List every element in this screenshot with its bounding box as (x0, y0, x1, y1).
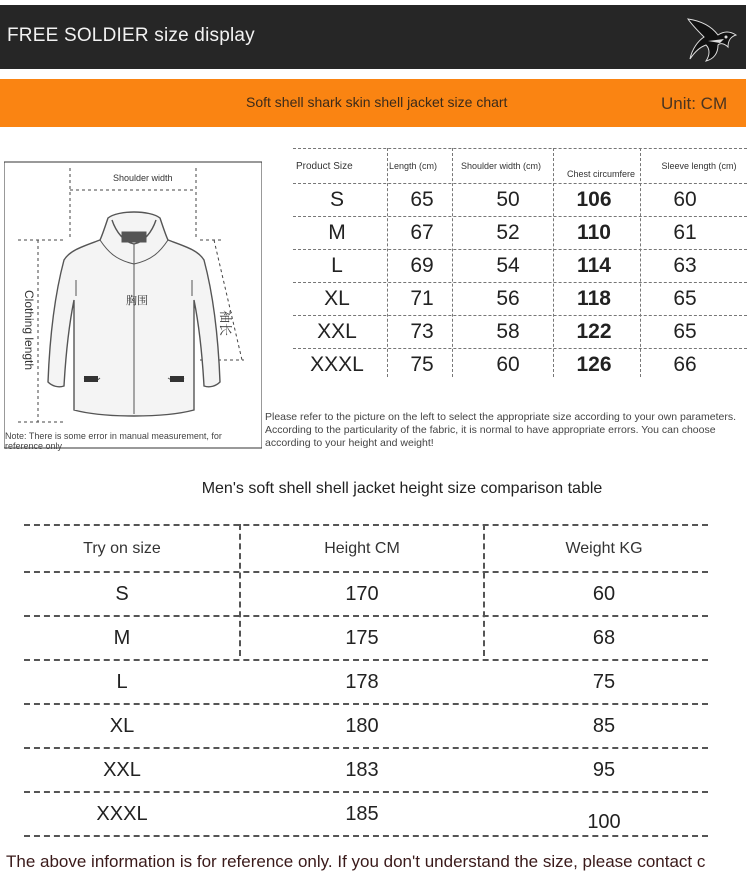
row-size: XL (109, 714, 135, 737)
header-weight: Weight KG (565, 539, 643, 557)
header-bar (0, 5, 746, 69)
row-size: S (329, 188, 344, 211)
size-table (293, 148, 747, 381)
size-table-divider (452, 148, 453, 377)
row-length: 65 (410, 188, 434, 211)
row-sleeve: 61 (673, 221, 697, 244)
row-height: 178 (345, 670, 379, 693)
table-row (293, 184, 747, 217)
shoulder-width-label: Shoulder width (113, 173, 173, 183)
row-size: L (116, 670, 128, 693)
footer-note: The above information is for reference only. If you don't understand the size, please contact c (6, 852, 706, 871)
size-reference-note: Please refer to the picture on the left to select the appropriate size according to your own parameters. According to the particularity of the fabric, it is normal to have appropriate errors. You can choose according to your height and weight! (265, 411, 737, 449)
header-try-on-size: Try on size (83, 539, 161, 557)
table-row (24, 659, 708, 703)
row-sleeve: 63 (673, 254, 697, 277)
table-row (24, 791, 708, 837)
table-row (293, 217, 747, 250)
row-weight: 100 (587, 810, 621, 833)
size-chart-banner (0, 79, 746, 127)
page-title: FREE SOLDIER size display (7, 25, 255, 46)
row-chest: 126 (576, 353, 612, 376)
header-product-size: Product Size (296, 160, 353, 172)
row-shoulder: 54 (496, 254, 520, 277)
row-weight: 95 (592, 758, 616, 781)
unit-label: Unit: CM (661, 94, 728, 113)
row-weight: 68 (592, 626, 616, 649)
row-size: XXXL (310, 353, 364, 376)
size-table-divider (553, 148, 554, 377)
row-shoulder: 58 (496, 320, 520, 343)
row-size: S (115, 582, 129, 605)
row-height: 183 (345, 758, 379, 781)
row-shoulder: 60 (496, 353, 520, 376)
row-chest: 114 (577, 254, 611, 277)
row-sleeve: 65 (673, 287, 697, 310)
height-table-divider (483, 524, 485, 656)
chest-label: 胸围 (126, 295, 148, 307)
row-shoulder: 56 (496, 287, 520, 310)
row-weight: 60 (592, 582, 616, 605)
row-sleeve: 65 (673, 320, 697, 343)
header-length: Length (cm) (388, 161, 438, 171)
row-length: 73 (410, 320, 434, 343)
table-row (293, 283, 747, 316)
row-chest: 106 (576, 188, 612, 211)
size-chart-title: Soft shell shark skin shell jacket size chart (246, 94, 508, 110)
table-row (293, 349, 747, 381)
row-length: 75 (410, 353, 434, 376)
table-row (24, 703, 708, 747)
table-row (24, 615, 708, 659)
row-sleeve: 66 (673, 353, 697, 376)
table-row (293, 316, 747, 349)
row-weight: 75 (592, 670, 616, 693)
row-length: 69 (410, 254, 434, 277)
row-height: 170 (345, 582, 379, 605)
row-height: 180 (345, 714, 379, 737)
measurement-note: Note: There is some error in manual measurement, for reference only (5, 431, 222, 451)
header-height: Height CM (324, 539, 400, 557)
row-size: L (331, 254, 343, 277)
row-size: XXL (103, 758, 141, 781)
row-size: M (113, 626, 131, 649)
row-size: XXXL (96, 802, 148, 825)
row-sleeve: 60 (673, 188, 697, 211)
row-shoulder: 52 (496, 221, 520, 244)
table-row (24, 747, 708, 791)
row-chest: 110 (577, 221, 611, 244)
size-table-divider (387, 148, 388, 377)
row-size: M (328, 221, 346, 244)
sleeve-length-label: 袖长 (218, 310, 233, 337)
height-table-title: Men's soft shell shell jacket height size comparison table (201, 480, 603, 497)
height-table-divider (239, 524, 241, 656)
row-chest: 122 (576, 320, 612, 343)
height-size-table (24, 524, 708, 837)
row-size: XXL (317, 320, 357, 343)
row-shoulder: 50 (496, 188, 520, 211)
row-chest: 118 (577, 287, 611, 310)
table-row (24, 571, 708, 615)
size-table-header (293, 148, 747, 184)
header-shoulder: Shoulder width (cm) (460, 161, 542, 171)
clothing-length-label: Clothing length (22, 290, 36, 371)
row-length: 67 (410, 221, 434, 244)
row-size: XL (324, 287, 350, 310)
height-table-header (24, 524, 708, 571)
row-height: 175 (345, 626, 379, 649)
size-table-divider (640, 148, 641, 377)
row-length: 71 (410, 287, 434, 310)
row-height: 185 (345, 802, 379, 825)
table-row (293, 250, 747, 283)
header-chest: Chest circumfere (566, 169, 636, 179)
shark-logo-icon (684, 13, 740, 65)
row-weight: 85 (592, 714, 616, 737)
header-sleeve: Sleeve length (cm) (661, 161, 737, 171)
